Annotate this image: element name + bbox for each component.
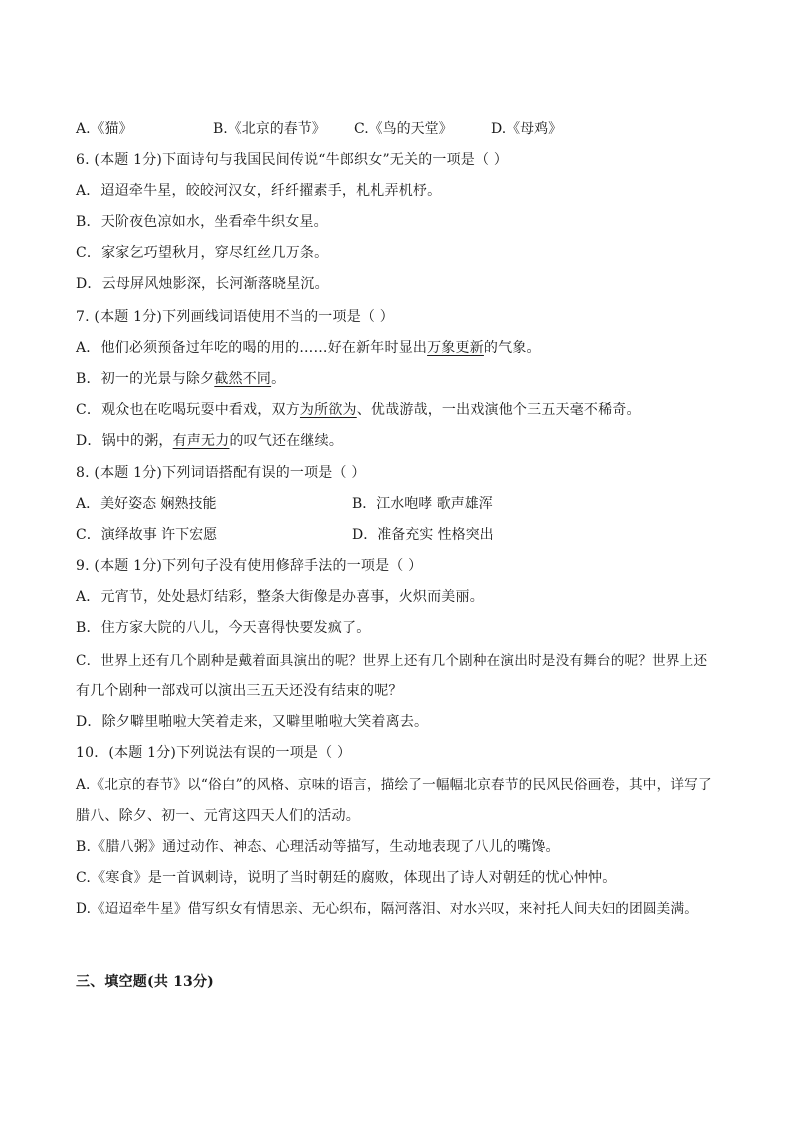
q6-stem: 6. (本题 1分)下面诗句与我国民间传说“牛郎织女”无关的一项是（ ） — [76, 152, 509, 168]
q7-option-c — [76, 400, 641, 420]
q7-option-d — [76, 431, 343, 451]
q7-stem: 7. (本题 1分)下列画线词语使用不当的一项是（ ） — [76, 309, 394, 325]
q6-option-a: A．迢迢牵牛星，皎皎河汉女，纤纤擢素手，札札弄机杼。 — [76, 183, 442, 199]
q10-option-b: B.《腊八粥》通过动作、神态、心理活动等描写，生动地表现了八儿的嘴馋。 — [76, 839, 560, 855]
q8-option-b: B．江水咆哮 歌声雄浑 — [352, 496, 493, 512]
q10-stem: 10．(本题 1分)下列说法有误的一项是（ ） — [76, 745, 352, 761]
q6-option-b: B．天阶夜色凉如水，坐看牵牛织女星。 — [76, 214, 328, 230]
q9-stem: 9. (本题 1分)下列句子没有使用修辞手法的一项是（ ） — [76, 558, 423, 574]
q8-row-1 — [76, 494, 716, 514]
q10-option-a-line1: A.《北京的春节》以“俗白”的风格、京味的语言，描绘了一幅幅北京春节的民风民俗画卷，其中，详写了 — [76, 777, 712, 793]
q9-option-c-line2: 有几个剧种一部戏可以演出三五天还没有结束的呢？ — [76, 683, 403, 699]
q7-c-text: C．观众也在吃喝玩耍中看戏，双方 — [76, 402, 300, 418]
q5-option-c: C.《鸟的天堂》 — [354, 121, 453, 137]
q8-option-c: C．演绎故事 许下宏愿 — [76, 527, 218, 543]
q6-option-c: C．家家乞巧望秋月，穿尽红丝几万条。 — [76, 245, 329, 261]
q9-option-a: A．元宵节，处处悬灯结彩，整条大街像是办喜事，火炽而美丽。 — [76, 589, 484, 605]
q7-d-tail: 的叹气还在继续。 — [229, 433, 344, 449]
q8-option-a: A．美好姿态 娴熟技能 — [76, 496, 217, 512]
q7-option-b — [76, 369, 285, 389]
q7-c-tail: 、优哉游哉，一出戏演他个三五天毫不稀奇。 — [356, 402, 641, 418]
section-heading-fill-in: 三、填空题(共 13分) — [76, 974, 215, 990]
q8-row-2 — [76, 525, 716, 545]
q9-option-c-line1: C．世界上还有几个剧种是戴着面具演出的呢？世界上还有几个剧种在演出时是没有舞台的呢？世界上还 — [76, 653, 708, 669]
q10-option-a-line2: 腊八、除夕、初一、元宵这四天人们的活动。 — [76, 808, 360, 824]
q7-a-text: A．他们必须预备过年吃的喝的用的……好在新年时显出 — [76, 340, 428, 356]
q5-option-d: D.《母鸡》 — [491, 121, 563, 137]
q8-stem: 8. (本题 1分)下列词语搭配有误的一项是（ ） — [76, 465, 366, 481]
q5-options — [76, 119, 716, 139]
q7-a-tail: 的气象。 — [483, 340, 541, 356]
q5-option-b: B.《北京的春节》 — [213, 121, 326, 137]
q9-option-b: B．住方家大院的八儿，今天喜得快要发疯了。 — [76, 620, 371, 636]
q10-option-c: C.《寒食》是一首讽刺诗，说明了当时朝廷的腐败，体现出了诗人对朝廷的忧心忡忡。 — [76, 870, 617, 886]
q7-b-text: B．初一的光景与除夕 — [76, 371, 215, 387]
q7-c-underlined: 为所欲为 — [299, 402, 357, 418]
q10-option-d: D.《迢迢牵牛星》借写织女有情思亲、无心织布，隔河落泪、对水兴叹，来衬托人间夫妇的团圆美满。 — [76, 901, 699, 917]
q7-a-underlined: 万象更新 — [427, 340, 484, 356]
q8-option-d: D．准备充实 性格突出 — [352, 527, 494, 543]
q7-b-underlined: 截然不同 — [214, 371, 272, 387]
q5-option-a: A.《猫》 — [76, 121, 133, 137]
q7-option-a — [76, 338, 541, 358]
q7-b-tail: 。 — [271, 371, 286, 387]
q9-option-d: D．除夕噼里啪啦大笑着走来，又噼里啪啦大笑着离去。 — [76, 714, 429, 730]
q7-d-text: D．锅中的粥， — [76, 433, 173, 449]
q7-d-underlined: 有声无力 — [172, 433, 230, 449]
q6-option-d: D．云母屏风烛影深，长河渐落晓星沉。 — [76, 276, 329, 292]
